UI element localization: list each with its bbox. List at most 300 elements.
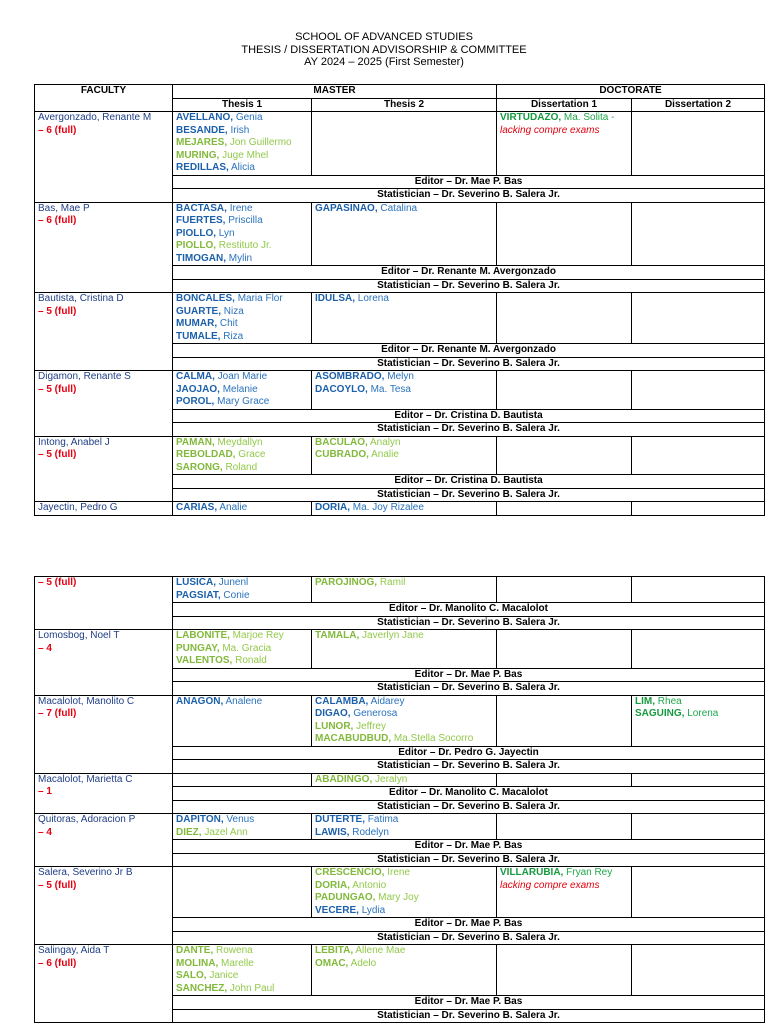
student-surname: TIMOGAN, — [176, 252, 226, 264]
student-entry — [176, 306, 308, 319]
editor-cell: Editor – Dr. Pedro G. Jayectin — [173, 746, 765, 760]
student-surname: ABADINGO, — [315, 773, 373, 785]
student-surname: GAPASINAO, — [315, 202, 378, 214]
thesis1-cell — [173, 371, 312, 410]
faculty-name: Intong, Anabel J — [38, 436, 110, 448]
statistician-cell: Statistician – Dr. Severino B. Salera Jr. — [173, 760, 765, 774]
dissertation1-cell — [497, 502, 632, 516]
student-given-name: Jeffrey — [356, 720, 386, 732]
student-entry — [500, 867, 628, 880]
student-entry — [176, 240, 308, 253]
student-entry — [315, 696, 493, 709]
note-text: lacking compre exams — [500, 879, 600, 891]
statistician-cell: Statistician – Dr. Severino B. Salera Jr. — [173, 357, 765, 371]
thesis1-cell — [173, 436, 312, 475]
advisee-count: – 6 (full) — [38, 215, 77, 226]
student-given-name: Priscilla — [228, 215, 263, 226]
student-surname: TAMALA, — [315, 630, 360, 641]
student-given-name: Juge Mhel — [222, 149, 269, 161]
dissertation1-cell — [497, 945, 632, 996]
student-given-name: Restituto Jr. — [218, 240, 272, 251]
statistician-cell: Statistician – Dr. Severino B. Salera Jr. — [173, 931, 765, 945]
student-entry — [176, 630, 308, 643]
dissertation1-cell — [497, 695, 632, 746]
dissertation1-cell — [497, 371, 632, 410]
faculty-row — [35, 502, 765, 516]
student-given-name: Venus — [226, 814, 255, 825]
student-surname: VILLARUBIA, — [500, 867, 564, 878]
dissertation2-column-header: Dissertation 2 — [632, 98, 765, 112]
student-entry — [176, 577, 308, 590]
student-given-name: Ma. Joy Rizalee — [352, 502, 424, 513]
thesis1-cell — [173, 112, 312, 176]
dissertation1-cell — [497, 577, 632, 603]
thesis1-cell — [173, 577, 312, 603]
student-surname: LIM, — [635, 695, 655, 707]
thesis2-cell — [312, 202, 497, 266]
dissertation2-cell — [632, 577, 765, 603]
student-entry — [315, 733, 493, 746]
dissertation1-cell — [497, 436, 632, 475]
student-given-name: Ronald — [235, 655, 267, 666]
editor-cell: Editor – Dr. Mae P. Bas — [173, 175, 765, 189]
faculty-name: Salera, Severino Jr B — [38, 867, 133, 878]
student-surname: DIGAO, — [315, 708, 351, 719]
student-surname: SALO, — [176, 970, 207, 981]
faculty-cell — [35, 695, 173, 773]
statistician-cell: Statistician – Dr. Severino B. Salera Jr. — [173, 682, 765, 696]
thesis1-cell — [173, 293, 312, 344]
faculty-cell — [35, 293, 173, 371]
student-surname: TUMALE, — [176, 330, 221, 342]
faculty-cell — [35, 773, 173, 814]
student-given-name: Riza — [223, 330, 244, 342]
student-entry — [176, 590, 308, 603]
faculty-row — [35, 814, 765, 840]
student-given-name: Analie — [371, 449, 399, 460]
advisee-count: – 7 (full) — [38, 708, 77, 719]
student-entry — [176, 162, 308, 175]
student-entry — [176, 331, 308, 344]
advisee-count: – 6 (full) — [38, 124, 77, 136]
student-given-name: Analie — [219, 502, 248, 513]
faculty-row — [35, 436, 765, 475]
editor-cell: Editor – Dr. Renante M. Avergonzado — [173, 266, 765, 280]
student-given-name: Chit — [219, 318, 238, 329]
student-surname: REBOLDAD, — [176, 449, 236, 460]
student-entry — [315, 945, 493, 958]
student-surname: MOLINA, — [176, 957, 219, 969]
thesis2-column-header: Thesis 2 — [312, 98, 497, 112]
editor-cell: Editor – Dr. Manolito C. Macalolot — [173, 603, 765, 617]
student-surname: PIOLLO, — [176, 240, 216, 251]
student-given-name: Ma. Solita - — [563, 112, 615, 123]
student-surname: DANTE, — [176, 945, 214, 956]
student-surname: ANAGON, — [176, 695, 224, 707]
statistician-cell: Statistician – Dr. Severino B. Salera Jr. — [173, 616, 765, 630]
student-given-name: Niza — [223, 305, 244, 317]
thesis1-cell — [173, 630, 312, 669]
faculty-name: Bas, Mae P — [38, 202, 90, 214]
student-entry — [176, 203, 308, 216]
student-given-name: Grace — [238, 449, 266, 460]
student-surname: LAWIS, — [315, 826, 350, 838]
student-given-name: Joan Marie — [217, 371, 268, 382]
student-given-name: Genia — [235, 112, 263, 123]
student-given-name: Irene — [387, 867, 411, 878]
thesis1-cell — [173, 502, 312, 516]
student-surname: REDILLAS, — [176, 162, 229, 173]
faculty-row — [35, 293, 765, 344]
dissertation1-cell — [497, 630, 632, 669]
student-surname: MURING, — [176, 149, 220, 161]
faculty-name: Lomosbog, Noel T — [38, 630, 120, 641]
faculty-row — [35, 371, 765, 410]
student-given-name: John Paul — [229, 982, 275, 994]
faculty-cell — [35, 814, 173, 867]
dissertation2-cell — [632, 695, 765, 746]
student-given-name: Rowena — [216, 945, 253, 956]
student-surname: PADUNGAO, — [315, 892, 376, 903]
thesis2-cell — [312, 695, 497, 746]
student-given-name: Junenl — [218, 577, 249, 588]
advisee-count: – 6 (full) — [38, 957, 77, 969]
dissertation1-cell — [497, 293, 632, 344]
editor-cell: Editor – Dr. Manolito C. Macalolot — [173, 787, 765, 801]
student-surname: LABONITE, — [176, 630, 230, 641]
student-given-name: Mary Joy — [378, 892, 419, 903]
dissertation1-cell — [497, 814, 632, 840]
dissertation1-cell — [497, 112, 632, 176]
student-entry — [315, 814, 493, 827]
student-entry — [176, 958, 308, 971]
student-given-name: Roland — [225, 461, 258, 473]
dissertation2-cell — [632, 867, 765, 918]
student-entry — [315, 958, 493, 971]
student-surname: MUMAR, — [176, 318, 218, 329]
student-entry — [176, 437, 308, 450]
student-surname: CALAMBA, — [315, 695, 369, 707]
student-entry — [315, 203, 493, 216]
student-given-name: Analyn — [370, 436, 401, 448]
faculty-column-header: FACULTY — [35, 85, 173, 112]
student-given-name: Marjoe Rey — [232, 630, 284, 641]
faculty-row — [35, 630, 765, 669]
student-entry — [315, 630, 493, 643]
thesis2-cell — [312, 945, 497, 996]
student-given-name: Javerlyn Jane — [362, 630, 424, 641]
document-title: THESIS / DISSERTATION ADVISORSHIP & COMMITTEE — [241, 43, 527, 56]
faculty-name: Jayectin, Pedro G — [38, 502, 118, 513]
thesis2-cell — [312, 502, 497, 516]
table-body-page-2 — [35, 577, 765, 1023]
dissertation2-cell — [632, 630, 765, 669]
faculty-cell — [35, 436, 173, 502]
faculty-name: Digamon, Renante S — [38, 371, 131, 382]
student-given-name: Rhea — [657, 695, 682, 707]
student-entry — [315, 293, 493, 306]
editor-cell: Editor – Dr. Mae P. Bas — [173, 840, 765, 854]
student-surname: BACTASA, — [176, 202, 227, 214]
student-surname: LEBITA, — [315, 945, 354, 956]
faculty-row — [35, 577, 765, 603]
advisee-count: – 5 (full) — [38, 577, 77, 588]
dissertation2-cell — [632, 112, 765, 176]
student-surname: BACULAO, — [315, 436, 368, 448]
table-body-page-1 — [35, 112, 765, 516]
student-surname: PIOLLO, — [176, 227, 216, 239]
student-surname: PAROJINOG, — [315, 577, 378, 588]
editor-cell: Editor – Dr. Renante M. Avergonzado — [173, 344, 765, 358]
thesis1-cell — [173, 773, 312, 787]
student-surname: VIRTUDAZO, — [500, 112, 562, 123]
academic-year: AY 2024 – 2025 (First Semester) — [304, 56, 464, 68]
student-entry — [635, 696, 761, 709]
student-given-name: Antonio — [352, 879, 387, 891]
faculty-name: Avergonzado, Renante M — [38, 112, 152, 123]
student-entry — [176, 696, 308, 709]
faculty-name: Salingay, Aida T — [38, 945, 110, 956]
student-given-name: Melanie — [222, 383, 258, 395]
thesis2-cell — [312, 577, 497, 603]
thesis1-cell — [173, 202, 312, 266]
student-given-name: Alicia — [231, 162, 255, 173]
statistician-cell: Statistician – Dr. Severino B. Salera Jr. — [173, 189, 765, 203]
student-entry — [176, 318, 308, 331]
dissertation2-cell — [632, 202, 765, 266]
statistician-cell: Statistician – Dr. Severino B. Salera Jr. — [173, 1009, 765, 1023]
faculty-cell — [35, 502, 173, 516]
faculty-cell — [35, 867, 173, 945]
student-entry — [176, 396, 308, 409]
student-entry — [315, 892, 493, 905]
dissertation2-cell — [632, 773, 765, 787]
student-given-name: Janice — [209, 970, 239, 981]
faculty-name: Macalolot, Manolito C — [38, 695, 135, 707]
student-entry — [176, 253, 308, 266]
student-given-name: Irish — [230, 124, 250, 136]
student-given-name: Lyn — [218, 227, 235, 239]
student-entry — [315, 384, 493, 397]
student-surname: LUNOR, — [315, 720, 354, 732]
student-entry — [315, 502, 493, 515]
student-given-name: Mary Grace — [217, 396, 270, 407]
school-name: SCHOOL OF ADVANCED STUDIES — [295, 31, 473, 43]
student-given-name: Lorena — [687, 708, 719, 719]
student-surname: DORIA, — [315, 879, 350, 891]
statistician-cell: Statistician – Dr. Severino B. Salera Jr. — [173, 488, 765, 502]
statistician-cell: Statistician – Dr. Severino B. Salera Jr. — [173, 423, 765, 437]
advisee-count: – 5 (full) — [38, 383, 77, 395]
thesis1-column-header: Thesis 1 — [173, 98, 312, 112]
dissertation2-cell — [632, 814, 765, 840]
master-column-header: MASTER — [173, 85, 497, 99]
faculty-cell — [35, 112, 173, 203]
student-entry — [176, 449, 308, 462]
student-entry — [176, 215, 308, 228]
student-entry — [315, 905, 493, 918]
editor-cell: Editor – Dr. Mae P. Bas — [173, 918, 765, 932]
faculty-row — [35, 695, 765, 746]
document-header — [0, 31, 768, 69]
advisorship-table-page-1 — [34, 84, 765, 516]
thesis1-cell — [173, 814, 312, 840]
student-surname: MACABUDBUD, — [315, 733, 392, 744]
faculty-cell — [35, 371, 173, 437]
student-entry — [176, 643, 308, 656]
dissertation1-cell — [497, 867, 632, 918]
student-entry — [176, 462, 308, 475]
student-entry — [315, 577, 493, 590]
student-entry — [176, 502, 308, 515]
student-entry — [176, 137, 308, 150]
student-surname: PAMAN, — [176, 436, 215, 448]
student-given-name: Marelle — [221, 957, 254, 969]
thesis2-cell — [312, 773, 497, 787]
student-entry — [176, 371, 308, 384]
faculty-row — [35, 773, 765, 787]
student-entry — [315, 774, 493, 787]
student-entry — [176, 814, 308, 827]
student-entry — [315, 708, 493, 721]
dissertation2-cell — [632, 371, 765, 410]
student-entry — [500, 112, 628, 125]
faculty-cell — [35, 202, 173, 293]
thesis1-cell — [173, 867, 312, 918]
student-surname: IDULSA, — [315, 293, 355, 304]
student-given-name: Fryan Rey — [566, 867, 613, 878]
student-given-name: Meydallyn — [217, 436, 263, 448]
student-surname: DIEZ, — [176, 826, 202, 838]
student-given-name: Generosa — [353, 708, 398, 719]
student-surname: MEJARES, — [176, 137, 228, 148]
student-surname: GUARTE, — [176, 305, 221, 317]
editor-cell: Editor – Dr. Mae P. Bas — [173, 668, 765, 682]
thesis2-cell — [312, 371, 497, 410]
dissertation2-cell — [632, 502, 765, 516]
student-given-name: Jon Guillermo — [229, 137, 292, 148]
thesis2-cell — [312, 814, 497, 840]
student-entry — [315, 437, 493, 450]
student-surname: CUBRADO, — [315, 449, 369, 460]
faculty-row — [35, 945, 765, 996]
student-given-name: Ma. Gracia — [222, 642, 272, 654]
student-given-name: Lydia — [361, 904, 386, 916]
student-surname: OMAC, — [315, 957, 349, 969]
student-surname: CARIAS, — [176, 502, 218, 513]
student-surname: AVELLANO, — [176, 112, 234, 123]
editor-cell: Editor – Dr. Cristina D. Bautista — [173, 409, 765, 423]
thesis1-cell — [173, 695, 312, 746]
student-surname: DORIA, — [315, 502, 350, 513]
thesis2-cell — [312, 436, 497, 475]
dissertation2-cell — [632, 945, 765, 996]
student-given-name: Jeralyn — [375, 773, 408, 785]
student-given-name: Aidarey — [370, 695, 405, 707]
student-surname: FUERTES, — [176, 215, 226, 226]
student-entry — [176, 384, 308, 397]
editor-cell: Editor – Dr. Mae P. Bas — [173, 996, 765, 1010]
student-given-name: Allene Mae — [355, 945, 406, 956]
student-surname: PUNGAY, — [176, 642, 220, 654]
student-entry — [315, 827, 493, 840]
student-surname: DUTERTE, — [315, 814, 365, 825]
student-surname: POROL, — [176, 396, 215, 407]
student-given-name: Lorena — [357, 293, 389, 304]
student-surname: SARONG, — [176, 461, 223, 473]
statistician-cell: Statistician – Dr. Severino B. Salera Jr. — [173, 279, 765, 293]
advisee-count: – 1 — [38, 786, 52, 797]
student-given-name: Analene — [225, 695, 263, 707]
student-entry — [176, 983, 308, 996]
student-surname: VALENTOS, — [176, 655, 233, 666]
doctorate-column-header: DOCTORATE — [497, 85, 765, 99]
advisee-count: – 4 — [38, 642, 52, 654]
student-entry — [176, 150, 308, 163]
student-surname: ASOMBRADO, — [315, 371, 385, 382]
thesis2-cell — [312, 112, 497, 176]
faculty-name: Quitoras, Adoracion P — [38, 814, 136, 825]
faculty-row — [35, 867, 765, 918]
faculty-cell — [35, 945, 173, 1023]
student-surname: DACOYLO, — [315, 383, 368, 395]
faculty-cell — [35, 630, 173, 696]
dissertation2-cell — [632, 293, 765, 344]
student-surname: BONCALES, — [176, 293, 235, 304]
student-surname: CALMA, — [176, 371, 215, 382]
faculty-cell — [35, 577, 173, 630]
student-entry — [176, 125, 308, 138]
advisee-count: – 4 — [38, 826, 52, 838]
student-given-name: Maria Flor — [237, 293, 283, 304]
faculty-row — [35, 202, 765, 266]
student-given-name: Rodelyn — [352, 826, 389, 838]
student-surname: BESANDE, — [176, 124, 228, 136]
student-entry — [315, 867, 493, 880]
thesis1-cell — [173, 945, 312, 996]
student-given-name: Ma.Stella Socorro — [393, 733, 474, 744]
student-surname: LUSICA, — [176, 577, 216, 588]
student-surname: JAOJAO, — [176, 383, 220, 395]
student-surname: VECERE, — [315, 904, 359, 916]
student-entry — [176, 293, 308, 306]
student-given-name: Adelo — [350, 957, 377, 969]
student-entry — [315, 880, 493, 893]
student-given-name: Irene — [229, 202, 253, 214]
advisee-count: – 5 (full) — [38, 305, 77, 317]
advisee-count: – 5 (full) — [38, 879, 77, 891]
student-given-name: Mylin — [228, 252, 253, 264]
dissertation1-cell — [497, 773, 632, 787]
thesis2-cell — [312, 293, 497, 344]
student-entry — [635, 708, 761, 721]
student-entry — [315, 721, 493, 734]
student-given-name: Ramil — [379, 577, 406, 588]
student-entry — [176, 655, 308, 668]
student-entry — [176, 970, 308, 983]
student-entry — [176, 228, 308, 241]
editor-cell: Editor – Dr. Cristina D. Bautista — [173, 475, 765, 489]
student-entry — [176, 112, 308, 125]
thesis2-cell — [312, 630, 497, 669]
student-given-name: Jazel Ann — [204, 826, 248, 838]
dissertation2-cell — [632, 436, 765, 475]
advisorship-table-page-2 — [34, 576, 765, 1023]
faculty-name: Bautista, Cristina D — [38, 293, 124, 304]
faculty-row — [35, 112, 765, 176]
student-surname: CRESCENCIO, — [315, 867, 385, 878]
student-given-name: Catalina — [380, 202, 418, 214]
